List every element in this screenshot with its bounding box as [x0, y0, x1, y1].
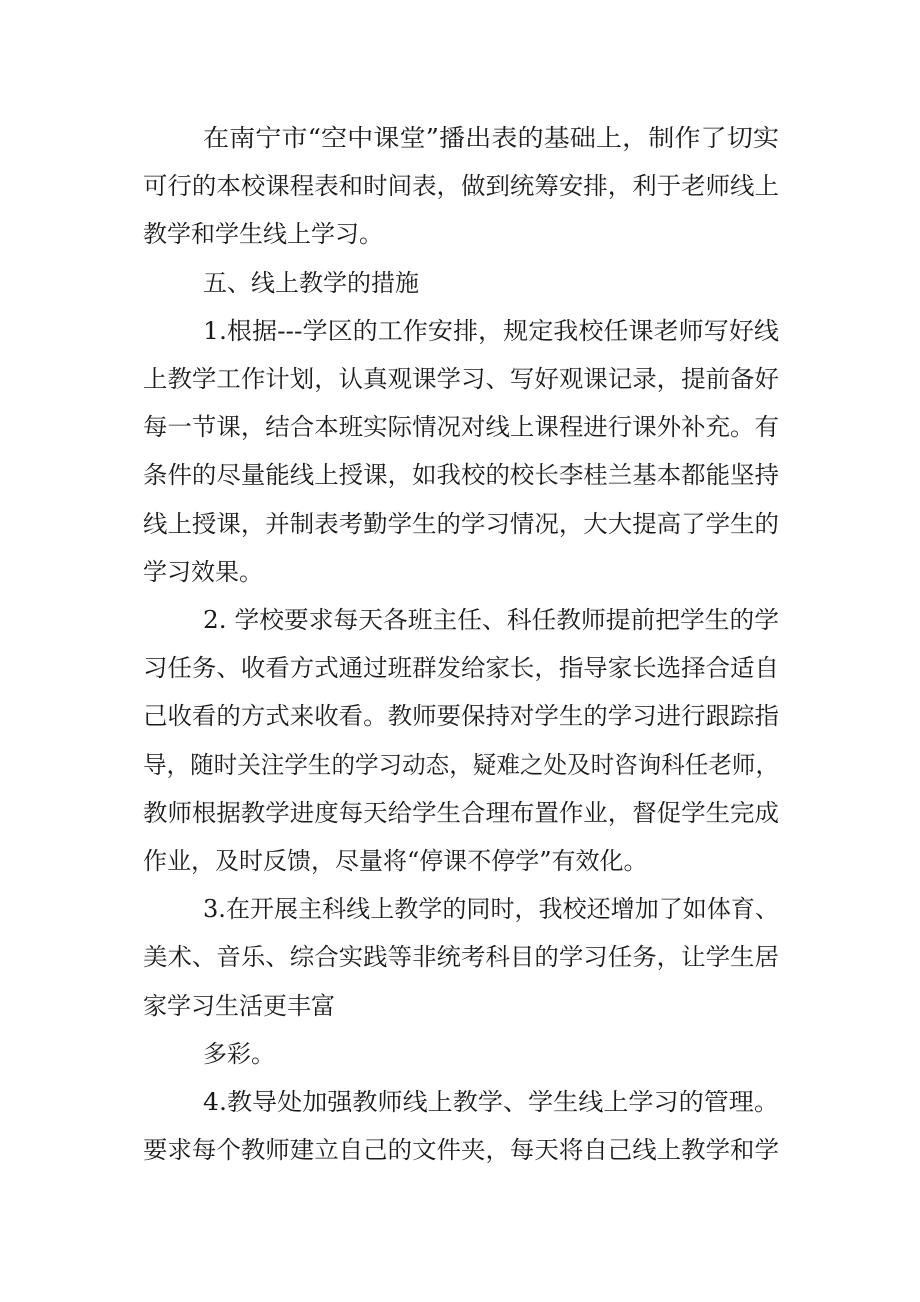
text-line [0, 166, 920, 206]
line-text: 教师根据教学进度每天给学生合理布置作业，督促学生完成 [143, 798, 779, 827]
line-text: 上教学工作计划，认真观课学习、写好观课记录，提前备好 [143, 365, 779, 393]
line-text: 线上授课，并制表考勤学生的学习情况，大大提高了学生的 [143, 509, 779, 538]
text-line [0, 504, 920, 544]
line-text: 学习效果。 [143, 557, 263, 586]
line-text: 作业，及时反馈，尽量将“停课不停学”有效化。 [143, 847, 648, 875]
line-text: 教学和学生线上学习。 [143, 220, 383, 249]
section-heading-text: 五、线上教学的措施 [203, 268, 419, 297]
line-text: 要求每个教师建立自己的文件夹，每天将自己线上教学和学 [143, 1136, 779, 1165]
line-text: 美术、音乐、综合实践等非统考科目的学习任务，让学生居 [143, 943, 779, 972]
text-line [0, 1130, 920, 1170]
line-text: 己收看的方式来收看。教师要保持对学生的学习进行跟踪指 [143, 702, 779, 731]
text-line [0, 745, 920, 785]
text-line [0, 1034, 920, 1074]
text-line [0, 696, 920, 736]
line-text: 条件的尽量能线上授课，如我校的校长李桂兰基本都能坚持 [143, 461, 779, 490]
text-line [0, 889, 920, 929]
section-heading [0, 263, 920, 303]
text-line [0, 311, 920, 351]
line-text: 每一节课，结合本班实际情况对线上课程进行课外补充。有 [143, 413, 779, 442]
line-text: 3.在开展主科线上教学的同时，我校还增加了如体育、 [203, 895, 779, 924]
line-text: 2. 学校要求每天各班主任、科任教师提前把学生的学 [203, 606, 780, 634]
text-line [0, 118, 920, 158]
line-text: 4.教导处加强教师线上教学、学生线上学习的管理。 [203, 1088, 779, 1116]
text-line [0, 407, 920, 447]
text-line [0, 937, 920, 977]
text-line [0, 455, 920, 495]
text-line [0, 1082, 920, 1122]
text-line [0, 600, 920, 640]
text-line [0, 793, 920, 833]
line-text: 可行的本校课程表和时间表，做到统筹安排，利于老师线上 [143, 172, 779, 201]
line-text: 在南宁市“空中课堂”播出表的基础上，制作了切实 [203, 124, 780, 152]
text-line [0, 648, 920, 688]
line-text: 习任务、收看方式通过班群发给家长，指导家长选择合适自 [143, 654, 779, 683]
line-text: 家学习生活更丰富 [143, 991, 335, 1020]
text-line [0, 359, 920, 399]
text-line [0, 841, 920, 881]
text-line [0, 552, 920, 592]
text-line [0, 214, 920, 254]
line-text: 多彩。 [203, 1039, 275, 1068]
text-line [0, 986, 920, 1026]
line-text: 导，随时关注学生的学习动态，疑难之处及时咨询科任老师， [143, 750, 780, 779]
line-text: 1.根据---学区的工作安排，规定我校任课老师写好线 [203, 316, 779, 345]
